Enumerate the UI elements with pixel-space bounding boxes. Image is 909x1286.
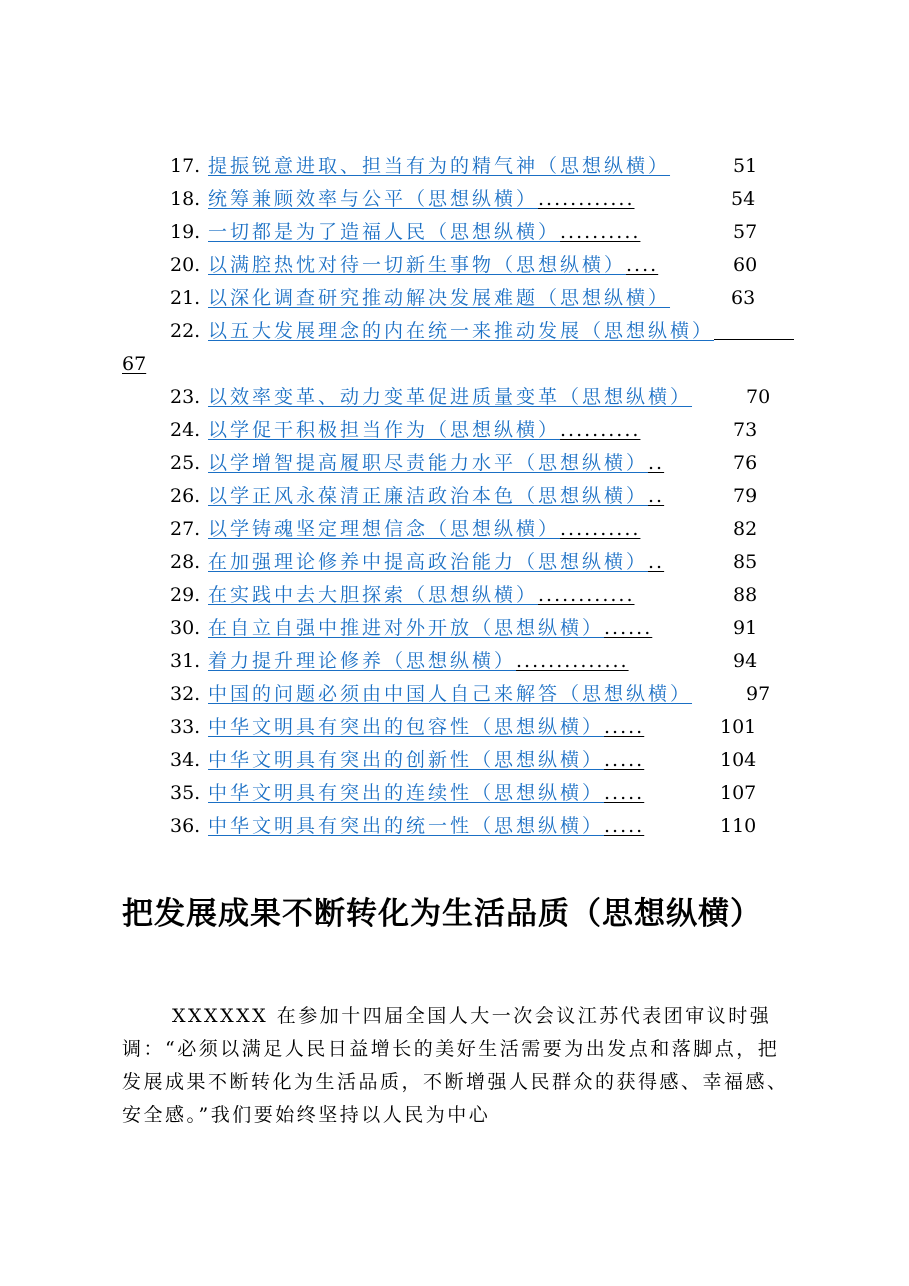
toc-entry-number: 31. — [170, 650, 201, 672]
table-of-contents — [0, 150, 909, 843]
toc-entry — [0, 282, 909, 315]
toc-entry-page: 76 — [733, 452, 758, 474]
toc-entry-leader: .... — [626, 254, 659, 276]
toc-entry-number: 29. — [170, 584, 201, 606]
toc-entry — [0, 711, 909, 744]
toc-entry-number: 28. — [170, 551, 201, 573]
toc-entry-page: 107 — [720, 782, 757, 804]
toc-entry-number: 27. — [170, 518, 201, 540]
toc-entry-link[interactable]: 中国的问题必须由中国人自己来解答（思想纵横） — [208, 683, 693, 705]
toc-entry-page: 73 — [733, 419, 758, 441]
toc-entry-page: 88 — [733, 584, 758, 606]
toc-entry-page: 60 — [733, 254, 758, 276]
toc-entry — [0, 579, 909, 612]
toc-entry-link[interactable]: 着力提升理论修养（思想纵横） — [208, 650, 517, 672]
toc-entry-link[interactable]: 以学铸魂坚定理想信念（思想纵横） — [208, 518, 561, 540]
toc-entry-link[interactable]: 以效率变革、动力变革促进质量变革（思想纵横） — [208, 386, 693, 408]
toc-entry-page: 67 — [122, 353, 147, 375]
toc-entry-page: 110 — [720, 815, 757, 837]
toc-entry-wrap — [0, 348, 909, 381]
toc-entry-page: 63 — [731, 287, 756, 309]
toc-entry — [0, 744, 909, 777]
toc-entry-leader: .......... — [560, 419, 641, 441]
toc-entry-leader — [714, 315, 794, 340]
toc-entry-link[interactable]: 以学促干积极担当作为（思想纵横） — [208, 419, 561, 441]
toc-entry-link[interactable]: 中华文明具有突出的包容性（思想纵横） — [208, 716, 605, 738]
toc-entry-number: 35. — [170, 782, 201, 804]
toc-entry-page: 104 — [720, 749, 757, 771]
toc-entry-page: 94 — [733, 650, 758, 672]
toc-entry-link[interactable]: 以学增智提高履职尽责能力水平（思想纵横） — [208, 452, 649, 474]
toc-entry — [0, 810, 909, 843]
toc-entry-link[interactable]: 以学正风永葆清正廉洁政治本色（思想纵横） — [208, 485, 649, 507]
toc-entry-link[interactable]: 在加强理论修养中提高政治能力（思想纵横） — [208, 551, 649, 573]
toc-entry-number: 17. — [170, 155, 201, 177]
toc-entry-link[interactable]: 统筹兼顾效率与公平（思想纵横） — [208, 188, 539, 210]
toc-entry-link[interactable]: 以五大发展理念的内在统一来推动发展（思想纵横） — [208, 320, 715, 342]
toc-entry — [0, 183, 909, 216]
toc-entry-number: 25. — [170, 452, 201, 474]
toc-entry-page: 79 — [733, 485, 758, 507]
toc-entry-page: 85 — [733, 551, 758, 573]
toc-entry-leader: .. — [648, 485, 665, 507]
toc-entry-leader: .......... — [560, 518, 641, 540]
toc-entry-number: 18. — [170, 188, 201, 210]
toc-entry — [0, 546, 909, 579]
toc-entry — [0, 315, 909, 348]
toc-entry-leader: .............. — [516, 650, 629, 672]
toc-entry-number: 36. — [170, 815, 201, 837]
toc-entry-leader: .. — [648, 452, 665, 474]
toc-entry-link[interactable]: 以深化调查研究推动解决发展难题（思想纵横） — [208, 287, 671, 309]
toc-entry-link[interactable]: 中华文明具有突出的统一性（思想纵横） — [208, 815, 605, 837]
toc-entry-number: 34. — [170, 749, 201, 771]
article-paragraph: XXXXXX 在参加十四届全国人大一次会议江苏代表团审议时强调：“必须以满足人民日益增长的美好生活需要为出发点和落脚点，把发展成果不断转化为生活品质，不断增强人民群众的获得感、幸福感、安全感。”我们要始终坚持以人民为中心 — [122, 1005, 789, 1126]
toc-entry-leader: ...... — [604, 617, 653, 639]
toc-entry-link[interactable]: 以满腔热忱对待一切新生事物（思想纵横） — [208, 254, 627, 276]
toc-entry-leader: ..... — [604, 815, 645, 837]
toc-entry-number: 32. — [170, 683, 201, 705]
toc-entry-page: 57 — [733, 221, 758, 243]
toc-entry-link[interactable]: 在实践中去大胆探索（思想纵横） — [208, 584, 539, 606]
toc-entry-page: 97 — [746, 683, 771, 705]
toc-entry — [0, 678, 909, 711]
toc-entry — [0, 645, 909, 678]
toc-entry-number: 24. — [170, 419, 201, 441]
toc-entry — [0, 381, 909, 414]
toc-entry-number: 33. — [170, 716, 201, 738]
toc-entry-leader: ............ — [538, 584, 635, 606]
toc-entry — [0, 777, 909, 810]
toc-entry-leader: .. — [648, 551, 665, 573]
toc-entry-page: 54 — [731, 188, 756, 210]
toc-entry-number: 22. — [170, 320, 201, 342]
toc-entry — [0, 612, 909, 645]
toc-entry — [0, 150, 909, 183]
article-body — [122, 1000, 794, 1132]
toc-entry-number: 30. — [170, 617, 201, 639]
toc-entry-link[interactable]: 中华文明具有突出的连续性（思想纵横） — [208, 782, 605, 804]
toc-entry-link[interactable]: 提振锐意进取、担当有为的精气神（思想纵横） — [208, 155, 671, 177]
toc-entry-leader: ..... — [604, 716, 645, 738]
toc-entry-page: 51 — [733, 155, 758, 177]
toc-entry-page: 101 — [720, 716, 757, 738]
toc-entry-number: 23. — [170, 386, 201, 408]
toc-entry-leader: ..... — [604, 782, 645, 804]
toc-entry-number: 19. — [170, 221, 201, 243]
toc-entry-number: 26. — [170, 485, 201, 507]
toc-entry-page: 91 — [733, 617, 758, 639]
toc-entry — [0, 513, 909, 546]
toc-entry — [0, 216, 909, 249]
toc-entry-leader: .......... — [560, 221, 641, 243]
toc-entry — [0, 249, 909, 282]
toc-entry — [0, 480, 909, 513]
article-title: 把发展成果不断转化为生活品质（思想纵横） — [122, 896, 762, 932]
toc-entry-leader: ............ — [538, 188, 635, 210]
toc-entry-number: 21. — [170, 287, 201, 309]
toc-entry-link[interactable]: 一切都是为了造福人民（思想纵横） — [208, 221, 561, 243]
toc-entry-link[interactable]: 在自立自强中推进对外开放（思想纵横） — [208, 617, 605, 639]
toc-entry-page: 82 — [733, 518, 758, 540]
toc-entry-number: 20. — [170, 254, 201, 276]
toc-entry-leader: ..... — [604, 749, 645, 771]
toc-entry — [0, 447, 909, 480]
toc-entry-page: 70 — [746, 386, 771, 408]
toc-entry — [0, 414, 909, 447]
toc-entry-link[interactable]: 中华文明具有突出的创新性（思想纵横） — [208, 749, 605, 771]
